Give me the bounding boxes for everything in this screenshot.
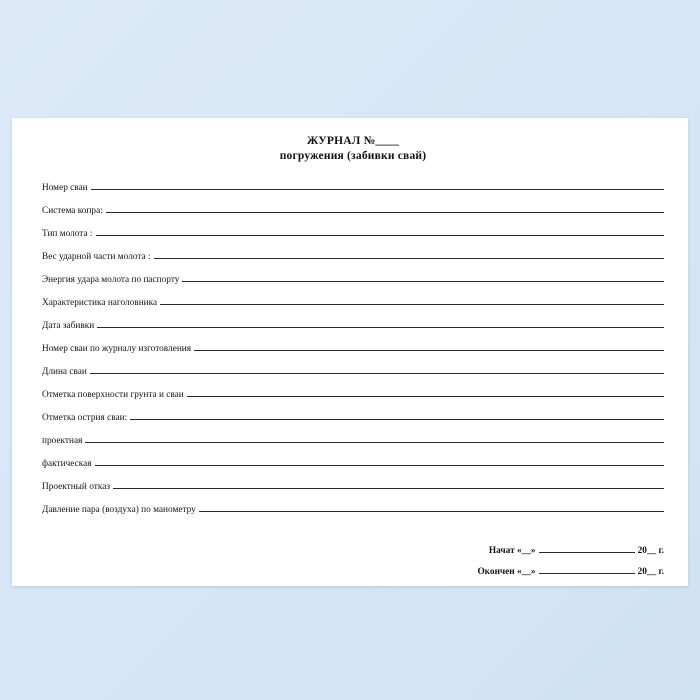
field-label: Отметка поверхности грунта и сваи [42,390,184,400]
field-row [42,226,664,249]
field-label: Дата забивки [42,321,95,331]
field-row [42,318,664,341]
field-blank-line[interactable] [91,180,664,190]
field-row [42,180,664,203]
field-blank-line[interactable] [95,456,664,466]
footer-finished-year: 20__ г. [637,567,664,577]
footer-row-started [42,543,664,564]
field-label: Давление пара (воздуха) по манометру [42,505,196,515]
field-blank-line[interactable] [85,433,664,443]
field-blank-line[interactable] [187,387,664,397]
field-blank-line[interactable] [113,479,664,489]
field-blank-line[interactable] [90,364,664,374]
field-label: Характеристика наголовника [42,298,158,308]
field-row [42,410,664,433]
document-content [42,134,664,576]
field-row [42,364,664,387]
document-title: ЖУРНАЛ №____ [306,135,400,147]
field-label: Вес ударной части молота : [42,252,151,262]
footer-finished-label: Окончен «__» [477,567,536,577]
field-blank-line[interactable] [97,318,664,328]
document-sheet [12,118,688,586]
field-row [42,203,664,226]
field-label: проектная [42,436,83,446]
field-blank-line[interactable] [130,410,664,420]
field-label: Отметка острия сваи: [42,413,128,423]
footer-finished-blank[interactable] [539,564,635,574]
field-label: фактическая [42,459,92,469]
field-label: Энергия удара молота по паспорту [42,275,180,285]
field-blank-line[interactable] [96,226,664,236]
field-blank-line[interactable] [182,272,664,282]
field-blank-line[interactable] [106,203,664,213]
footer-started-blank[interactable] [539,543,635,553]
field-blank-line[interactable] [154,249,664,259]
field-label: Система копра: [42,206,103,216]
field-label: Номер сваи [42,183,88,193]
fields-list [42,180,664,525]
footer-row-finished [42,564,664,585]
footer-started-year: 20__ г. [637,546,664,556]
field-row [42,433,664,456]
field-blank-line[interactable] [160,295,664,305]
field-row [42,387,664,410]
field-row [42,479,664,502]
field-row [42,456,664,479]
field-row [42,502,664,525]
field-row [42,272,664,295]
field-label: Длина сваи [42,367,87,377]
field-blank-line[interactable] [194,341,664,351]
footer-started-label: Начат «__» [488,546,536,556]
field-label: Номер сваи по журналу изготовления [42,344,192,354]
field-row [42,341,664,364]
field-row [42,295,664,318]
document-subtitle: погружения (забивки свай) [279,150,427,162]
field-label: Тип молота : [42,229,93,239]
document-footer [42,543,664,585]
field-blank-line[interactable] [199,502,664,512]
field-row [42,249,664,272]
field-label: Проектный отказ [42,482,110,492]
